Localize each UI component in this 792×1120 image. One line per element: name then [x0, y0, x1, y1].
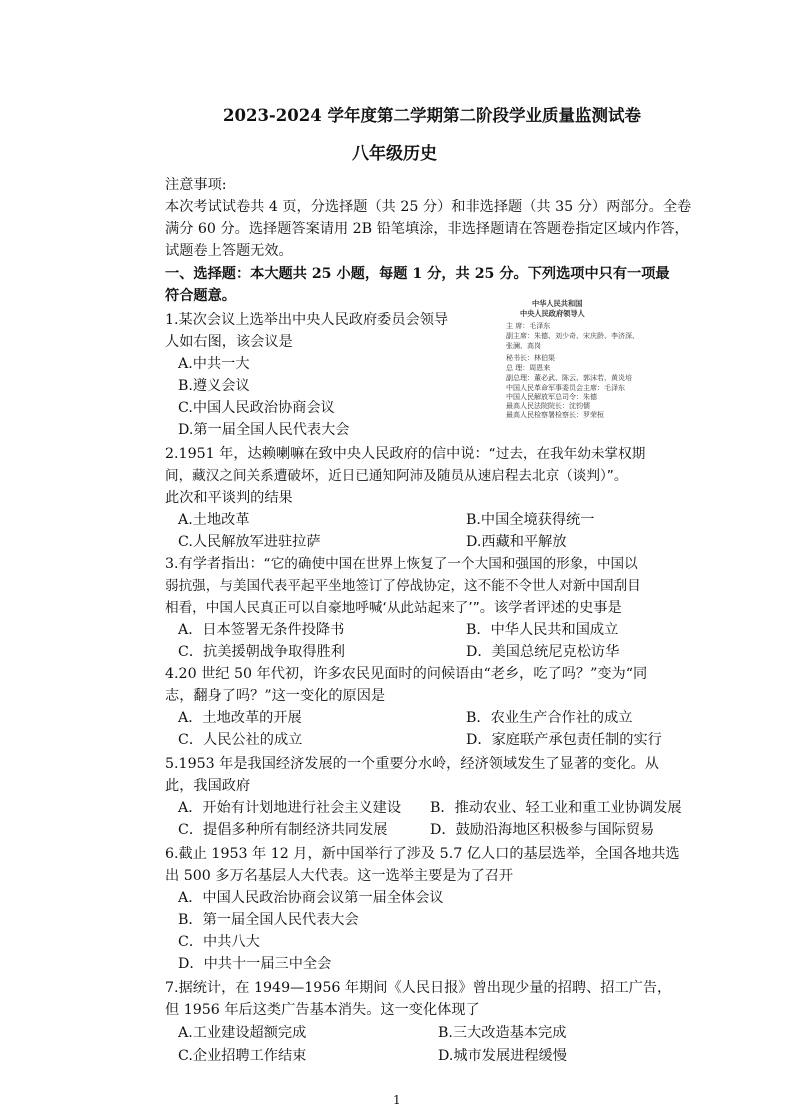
question-1-stem: 人如右图，该会议是: [165, 334, 293, 350]
question-5-option-b: B．推动农业、轻工业和重工业协调发展: [430, 800, 682, 816]
figure-row: 副主席：朱德、刘少奇、宋庆龄、李济深、: [506, 332, 639, 340]
question-4-option-c: C．人民公社的成立: [178, 732, 303, 748]
question-5-option-c: C．提倡多种所有制经济共同发展: [178, 822, 388, 838]
question-2-stem: [165, 444, 645, 464]
question-7-stem: 7.据统计，在 1949—1956 年期间《人民日报》曾出现少量的招聘、招工广告，: [165, 980, 672, 996]
notice-line: 试题卷上答题无效。: [165, 243, 293, 259]
exam-subtitle: 八年级历史: [352, 144, 437, 164]
figure-row: 张澜、高岗: [506, 342, 541, 350]
question-5-stem: 此，我国政府: [165, 778, 251, 794]
question-6-stem: 出 500 多万名基层人大代表。这一选举主要是为了召开: [165, 868, 514, 884]
question-4-stem: 志，翻身了吗？”这一变化的原因是: [165, 688, 386, 704]
question-3-option-c: C．抗美援朝战争取得胜利: [178, 644, 345, 660]
figure-row: 总 理：周恩来: [506, 364, 551, 372]
question-2-quote: “过去，在我年幼未掌权期: [488, 446, 646, 462]
question-5-stem: 5.1953 年是我国经济发展的一个重要分水岭，经济领域发生了显著的变化。从: [165, 756, 659, 772]
exam-title: 2023-2024 学年度第二学期第二阶段学业质量监测试卷: [223, 106, 641, 125]
question-2-quote: 间，藏汉之间关系遭破坏，近日已通知阿沛及随员从速启程去北京（谈判）”。: [165, 468, 628, 484]
question-3-quote: “它的确使中国在世界上恢复了一个大国和强国的形象，中国以: [263, 556, 638, 572]
question-7-stem: 但 1956 年后这类广告基本消失。这一变化体现了: [165, 1002, 480, 1018]
section-heading: 符合题意。: [165, 288, 236, 304]
question-3-quote: 相看，中国人民真正可以自豪地呼喊‘从此站起来了’”: [165, 600, 480, 616]
question-4-option-d: D．家庭联产承包责任制的实行: [466, 732, 662, 748]
question-5-option-a: A．开始有计划地进行社会主义建设: [178, 800, 402, 816]
question-2-option-c: C.人民解放军进驻拉萨: [178, 534, 321, 550]
question-3-option-a: A．日本签署无条件投降书: [178, 622, 345, 638]
question-3-option-b: B．中华人民共和国成立: [466, 622, 619, 638]
notice-heading: 注意事项:: [165, 177, 227, 193]
question-6-option-c: C．中共八大: [178, 934, 260, 950]
page-number: 1: [393, 1093, 401, 1107]
question-2-stem-text: 2.1951 年，达赖喇嘛在致中央人民政府的信中说：: [165, 446, 489, 462]
question-1-option-d: D.第一届全国人民代表大会: [178, 422, 350, 438]
notice-line: 满分 60 分。选择题答案请用 2B 铅笔填涂，非选择题请在答题卷指定区域内作答，: [165, 221, 689, 237]
question-3-stem: [165, 554, 638, 574]
question-6-option-d: D．中共十一届三中全会: [178, 956, 332, 972]
notice-line: 本次考试试卷共 4 页，分选择题（共 25 分）和非选择题（共 35 分）两部分。全卷: [165, 199, 692, 215]
figure-title: 中华人民共和国: [532, 299, 583, 308]
figure-row: 副总理：董必武、陈云、郭沫若、黄炎培: [506, 374, 632, 382]
section-heading: 一、选择题：本大题共 25 小题，每题 1 分，共 25 分。下列选项中只有一项最: [165, 266, 670, 282]
question-3-quote: 弱抗强，与美国代表平起平坐地签订了停战协定，这不能不令世人对新中国刮目: [165, 578, 641, 594]
figure-row: 最高人民法院院长：沈钧儒: [506, 402, 590, 410]
question-6-stem: 6.截止 1953 年 12 月，新中国举行了涉及 5.7 亿人口的基层选举，全国各地共选: [165, 846, 680, 862]
question-7-option-d: D.城市发展进程缓慢: [438, 1048, 567, 1064]
question-4-stem: 4.20 世纪 50 年代初，许多农民见面时的问候语由“老乡，吃了吗？”变为“同: [165, 666, 648, 682]
question-4-option-a: A．土地改革的开展: [178, 710, 302, 726]
question-2-option-b: B.中国全境获得统一: [466, 512, 595, 528]
figure-row: 中国人民革命军事委员会主席：毛泽东: [506, 384, 625, 392]
question-2-option-a: A.土地改革: [178, 512, 250, 528]
question-2-option-d: D.西藏和平解放: [466, 534, 567, 550]
question-2-stem: 此次和平谈判的结果: [165, 490, 293, 506]
figure-row: 最高人民检察署检察长：罗荣桓: [506, 411, 604, 419]
question-7-option-a: A.工业建设超额完成: [178, 1025, 307, 1041]
question-1-option-b: B.遵义会议: [178, 378, 250, 394]
question-1-option-c: C.中国人民政治协商会议: [178, 400, 335, 416]
figure-row: 中国人民解放军总司令：朱德: [506, 393, 597, 401]
question-4-option-b: B．农业生产合作社的成立: [466, 710, 633, 726]
question-3-stem-text: 3.有学者指出：: [165, 556, 264, 572]
question-7-option-b: B.三大改造基本完成: [438, 1025, 567, 1041]
question-7-option-c: C.企业招聘工作结束: [178, 1048, 307, 1064]
question-5-option-d: D．鼓励沿海地区积极参与国际贸易: [430, 822, 655, 838]
figure-row: 秘书长：林伯渠: [506, 354, 555, 362]
question-6-option-a: A．中国人民政治协商会议第一届全体会议: [178, 890, 444, 906]
question-6-option-b: B．第一届全国人民代表大会: [178, 912, 359, 928]
figure-title: 中央人民政府领导人: [520, 309, 585, 318]
question-1-option-a: A.中共一大: [178, 356, 250, 372]
question-3-option-d: D．美国总统尼克松访华: [466, 644, 620, 660]
question-1-stem: 1.某次会议上选举出中央人民政府委员会领导: [165, 312, 449, 328]
question-3-stem-text: 。该学者评述的史事是: [479, 600, 622, 616]
figure-row: 主 席：毛泽东: [506, 322, 551, 330]
question-3-stem: [165, 598, 622, 618]
